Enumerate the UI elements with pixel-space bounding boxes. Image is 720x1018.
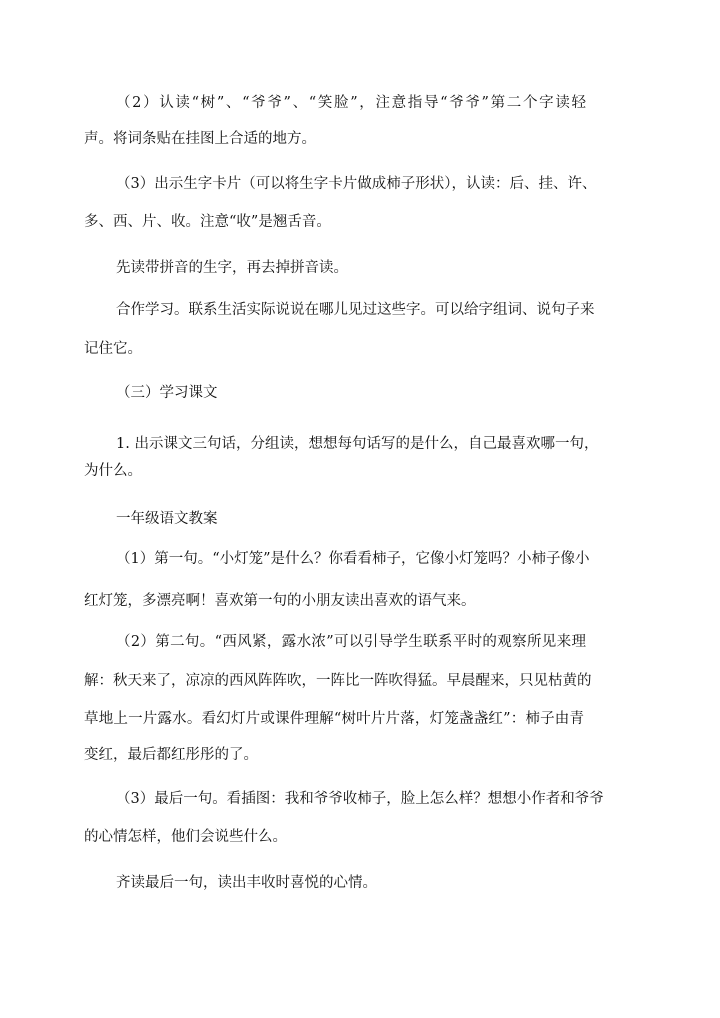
paragraph-line: 合作学习。联系生活实际说说在哪儿见过这些字。可以给字组词、说句子来 xyxy=(116,302,595,318)
paragraph-line: （1）第一句。“小灯笼”是什么？你看看柿子，它像小灯笼吗？小柿子像小 xyxy=(116,551,590,567)
paragraph-line: 多、西、片、收。注意“收”是翘舌音。 xyxy=(84,214,331,230)
paragraph-line: 声。将词条贴在挂图上合适的地方。 xyxy=(84,131,316,147)
paragraph-line: （3）出示生字卡片（可以将生字卡片做成柿子形状），认读：后、挂、许、 xyxy=(116,176,597,192)
paragraph-line: 解：秋天来了，凉凉的西风阵阵吹，一阵比一阵吹得猛。早晨醒来，只见枯黄的 xyxy=(84,673,592,689)
paragraph-line: 草地上一片露水。看幻灯片或课件理解“树叶片片落，灯笼盏盏红”：柿子由青 xyxy=(84,711,584,727)
paragraph-line: 为什么。 xyxy=(84,463,142,479)
paragraph-line: 先读带拼音的生字，再去掉拼音读。 xyxy=(116,260,348,276)
paragraph-line: （2）第二句。“西风紧，露水浓”可以引导学生联系平时的观察所见来理 xyxy=(116,634,586,650)
paragraph-line: 变红，最后都红彤彤的了。 xyxy=(84,747,258,763)
paragraph-line: （2）认读“树”、“爷爷”、“笑脸”，注意指导“爷爷”第二个字读轻 xyxy=(116,95,586,111)
paragraph-line: 一年级语文教案 xyxy=(116,511,218,527)
paragraph-line: 记住它。 xyxy=(84,341,142,357)
paragraph-line: 红灯笼，多漂亮啊！喜欢第一句的小朋友读出喜欢的语气来。 xyxy=(84,593,476,609)
paragraph-line: 齐读最后一句，读出丰收时喜悦的心情。 xyxy=(116,875,377,891)
section-heading: （三）学习课文 xyxy=(116,385,218,401)
paragraph-line: 的心情怎样，他们会说些什么。 xyxy=(84,829,287,845)
paragraph-line: （3）最后一句。看插图：我和爷爷收柿子，脸上怎么样？想想小作者和爷爷 xyxy=(116,791,604,807)
paragraph-line: 1. 出示课文三句话，分组读，想想每句话写的是什么，自己最喜欢哪一句， xyxy=(116,436,599,452)
